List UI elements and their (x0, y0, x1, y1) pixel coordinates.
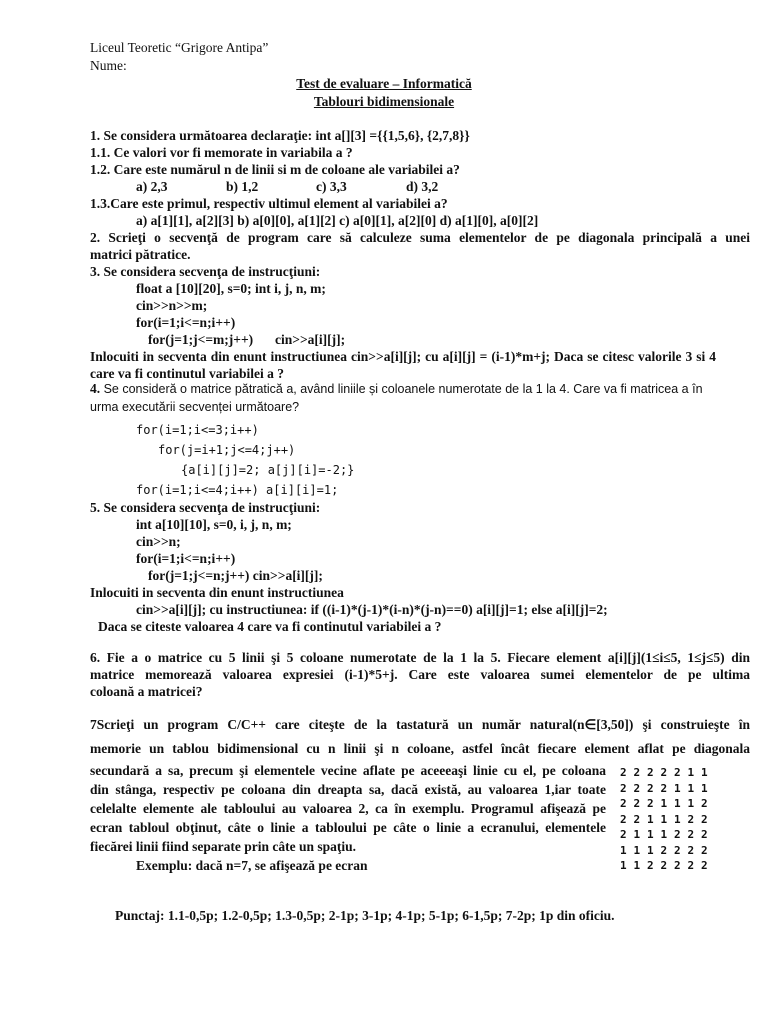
q7-line-1: 7Scrieţi un program C/C++ care citeşte de la tastatură un număr natural(n∈[3,50]) şi construieşte în (90, 717, 750, 732)
q3-code-line: for(j=1;j<=m;j++) (148, 332, 254, 347)
q5-stem: 5. Se considera secvenţa de instrucţiuni: (90, 500, 321, 515)
matrix-cell: 1 (701, 766, 708, 779)
matrix-cell: 2 (660, 766, 668, 779)
matrix-cell: 2 (620, 812, 627, 826)
q4-code-line: {a[i][j]=2; a[j][i]=-2;} (181, 463, 355, 477)
q5-replace-code: cin>>a[i][j]; cu instructiunea: if ((i-1)*(j-1)*(i-n)*(j-n)==0) a[i][j]=1; else a[i][j]=2; (136, 602, 608, 617)
q3-code-line: for(i=1;i<=n;i++) (136, 315, 236, 330)
q5-code-line: for(j=1;j<=n;j++) cin>>a[i][j]; (148, 568, 323, 583)
q1-2-option-c: c) 3,3 (316, 179, 347, 194)
matrix-cell: 2 (633, 766, 641, 779)
q4-line-2: urma executării secvenței următoare? (90, 400, 300, 414)
q3-question-line-2: care va fi continutul variabilei a ? (90, 366, 284, 381)
matrix-cell: 2 (674, 859, 681, 872)
q3-code-line: cin>>n>>m; (136, 298, 208, 313)
matrix-cell: 1 (687, 781, 695, 795)
q2-line-2: matrici pătratice. (90, 247, 191, 262)
matrix-cell: 1 (660, 828, 668, 841)
q5-code-line: for(i=1;i<=n;i++) (136, 551, 236, 566)
matrix-cell: 2 (633, 797, 641, 810)
q3-code-line: float a [10][20], s=0; int i, j, n, m; (136, 281, 326, 296)
q1-1: 1.1. Ce valori vor fi memorate in variabila a ? (90, 145, 353, 160)
matrix-cell: 1 (660, 812, 668, 826)
q1-stem: 1. Se considera următoarea declaraţie: int a[][3] ={{1,5,6}, {2,7,8}} (90, 128, 470, 143)
matrix-row (620, 781, 715, 797)
matrix-cell: 1 (674, 781, 681, 795)
scoring-line: Punctaj: 1.1-0,5p; 1.2-0,5p; 1.3-0,5p; 2-1p; 3-1p; 4-1p; 5-1p; 6-1,5p; 7-2p; 1p din oficiu. (115, 908, 615, 923)
q7-line-4: din stânga, respectiv pe coloana din dreapta sa, dacă există, au valoarea 1,iar toate (90, 782, 606, 797)
matrix-cell: 2 (687, 859, 695, 872)
q4-code-line: for(j=i+1;j<=4;j++) (158, 443, 296, 457)
q1-3: 1.3.Care este primul, respectiv ultimul element al variabilei a? (90, 196, 448, 211)
q1-2-option-d: d) 3,2 (406, 179, 439, 194)
matrix-cell: 2 (620, 766, 627, 779)
q7-line-6: ecran tabloul obţinut, câte o linie a tabloului pe câte o linie a ecranului, elementele (90, 820, 606, 835)
matrix-cell: 1 (660, 797, 668, 810)
matrix-row (620, 827, 715, 843)
matrix-cell: 2 (647, 766, 654, 779)
matrix-cell: 2 (687, 828, 695, 841)
page-subtitle: Tablouri bidimensionale (313, 94, 455, 109)
matrix-cell: 2 (647, 859, 654, 872)
matrix-row (620, 812, 715, 828)
matrix-cell: 2 (647, 781, 654, 795)
matrix-cell: 1 (687, 766, 695, 779)
q1-2: 1.2. Care este numărul n de linii si m de coloane ale variabilei a? (90, 162, 460, 177)
q7-example: Exemplu: dacă n=7, se afişează pe ecran (136, 858, 368, 873)
school-name: Liceul Teoretic “Grigore Antipa” (90, 40, 269, 55)
q4-code-line: for(i=1;i<=4;i++) a[i][i]=1; (136, 483, 339, 497)
matrix-row (620, 765, 715, 781)
matrix-cell: 2 (660, 859, 668, 872)
matrix-cell: 2 (620, 797, 627, 810)
matrix-cell: 1 (687, 797, 695, 810)
example-matrix (620, 765, 715, 874)
matrix-cell: 1 (674, 812, 681, 826)
matrix-cell: 2 (660, 781, 668, 795)
matrix-cell: 1 (647, 828, 654, 841)
q7-line-3: secundară a sa, precum şi elementele vecine aflate pe aceeeaşi linie cu el, pe coloana (90, 763, 606, 778)
matrix-cell: 2 (701, 859, 708, 872)
page-title: Test de evaluare – Informatică (296, 76, 472, 91)
matrix-cell: 1 (647, 812, 654, 826)
matrix-cell: 2 (674, 843, 681, 857)
q4-line-1: 4. Se consideră o matrice pătratică a, având liniile și coloanele numerotate de la 1 la 4. Care va fi matricea a în (90, 381, 703, 396)
q5-replace: Inlocuiti in secventa din enunt instructiunea (90, 585, 344, 600)
matrix-cell: 1 (633, 828, 641, 841)
q6-line-1: 6. Fie a o matrice cu 5 linii şi 5 coloane numerotate de la 1 la 5. Fiecare element a[i][j](1≤i≤5, 1≤j≤5) din (90, 650, 750, 665)
matrix-cell: 2 (660, 843, 668, 857)
q3-code-line: cin>>a[i][j]; (275, 332, 346, 347)
matrix-cell: 1 (620, 859, 627, 872)
matrix-row (620, 796, 715, 812)
matrix-cell: 2 (633, 812, 641, 826)
matrix-cell: 2 (633, 781, 641, 795)
q5-code-line: int a[10][10], s=0, i, j, n, m; (136, 517, 292, 532)
matrix-cell: 2 (620, 828, 627, 841)
q1-3-options: a) a[1][1], a[2][3] b) a[0][0], a[1][2] c) a[0][1], a[2][0] d) a[1][0], a[0][2] (136, 213, 539, 228)
matrix-cell: 1 (647, 843, 654, 857)
matrix-cell: 2 (674, 766, 681, 779)
matrix-cell: 1 (701, 781, 708, 795)
q4-code-line: for(i=1;i<=3;i++) (136, 423, 259, 437)
q7-line-2: memorie un tablou bidimensional cu n linii şi n coloane, astfel încât fiecare element aflat pe diagonala (90, 741, 750, 756)
matrix-cell: 1 (674, 797, 681, 810)
matrix-cell: 2 (687, 843, 695, 857)
matrix-cell: 2 (647, 797, 654, 810)
matrix-cell: 1 (633, 843, 641, 857)
q4-text: Se consideră o matrice pătratică a, având liniile și coloanele numerotate de la 1 la 4. Care va fi matricea a în (100, 382, 703, 396)
matrix-cell: 2 (701, 843, 708, 857)
matrix-cell: 1 (633, 859, 641, 872)
q2-line-1: 2. Scrieţi o secvenţă de program care să calculeze suma elementelor de pe diagonala principală a unei (90, 230, 750, 245)
q3-question-line-1: Inlocuiti in secventa din enunt instructiunea cin>>a[i][j]; cu a[i][j] = (i-1)*m+j; Daca se citesc valorile 3 si 4 (90, 349, 716, 364)
q5-question: Daca se citeste valoarea 4 care va fi continutul variabilei a ? (98, 619, 442, 634)
q1-2-option-b: b) 1,2 (226, 179, 259, 194)
q7-line-5: celelalte elemente ale tabloului au valoarea 2, ca în exemplu. Programul afişează pe (90, 801, 606, 816)
q1-2-option-a: a) 2,3 (136, 179, 168, 194)
q6-line-2: matrice memorează valoarea expresiei (i-1)*5+j. Care este valoarea sumei elementelor de pe ultima (90, 667, 750, 682)
matrix-cell: 2 (674, 828, 681, 841)
name-label: Nume: (90, 58, 127, 73)
matrix-cell: 2 (701, 797, 708, 810)
q3-stem: 3. Se considera secvenţa de instrucţiuni: (90, 264, 321, 279)
matrix-cell: 2 (687, 812, 695, 826)
q5-code-line: cin>>n; (136, 534, 181, 549)
matrix-cell: 2 (620, 781, 627, 795)
q6-line-3: coloană a matricei? (90, 684, 203, 699)
matrix-row (620, 858, 715, 874)
q7-line-7: fiecărei linii fiind separate prin câte un spaţiu. (90, 839, 356, 854)
matrix-cell: 1 (620, 843, 627, 857)
matrix-row (620, 843, 715, 859)
matrix-cell: 2 (701, 828, 708, 841)
matrix-cell: 2 (701, 812, 708, 826)
